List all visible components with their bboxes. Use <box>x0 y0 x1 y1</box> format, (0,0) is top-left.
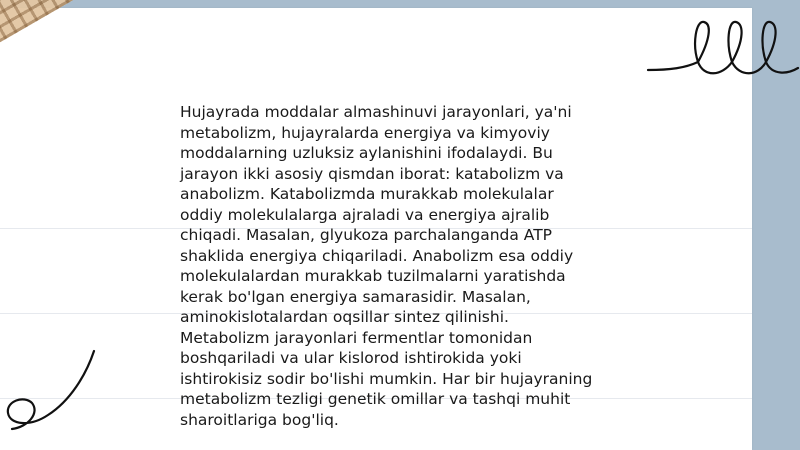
loop-scribble-top-right <box>640 10 800 90</box>
loop-scribble-bottom-left <box>0 345 110 435</box>
body-paragraph: Hujayrada moddalar almashinuvi jarayonlari, ya'ni metabolizm, hujayralarda energiya va kimyoviy moddalarning uzluksiz aylanishini ifodalaydi. Bu jarayon ikki asosiy qismdan iborat: katabolizm va anabolizm. Katabolizmda murakkab molekulalar oddiy molekulalarga ajraladi va energiya ajralib chiqadi. Masalan, glyukoza parchalanganda ATP shaklida energiya chiqariladi. Anabolizm esa oddiy molekulalardan murakkab tuzilmalarni yaratishda kerak bo'lgan energiya samarasidir. Masalan, aminokislotalardan oqsillar sintez qilinishi. Metabolizm jarayonlari fermentlar tomonidan boshqariladi va ular kislorod ishtirokida yoki ishtirokisiz sodir bo'lishi mumkin. Har bir hujayraning metabolizm tezligi genetik omillar va tashqi muhit sharoitlariga bog'liq. <box>180 103 593 429</box>
